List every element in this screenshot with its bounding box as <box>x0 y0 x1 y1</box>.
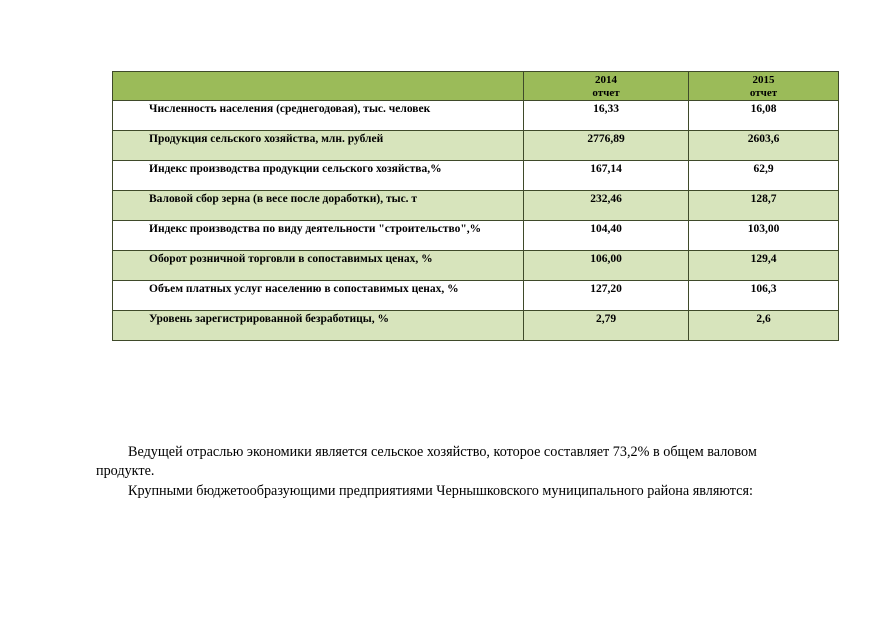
table-row <box>113 311 839 341</box>
table-row <box>113 281 839 311</box>
row-value-2014: 232,46 <box>524 191 689 221</box>
row-value-2015: 16,08 <box>689 101 839 131</box>
table-row <box>113 221 839 251</box>
row-value-2015: 2603,6 <box>689 131 839 161</box>
header-2015 <box>689 72 839 101</box>
table-header-row <box>113 72 839 101</box>
row-label: Продукция сельского хозяйства, млн. рублей <box>113 131 524 161</box>
row-label: Валовой сбор зерна (в весе после доработки), тыс. т <box>113 191 524 221</box>
row-value-2015: 103,00 <box>689 221 839 251</box>
table-row <box>113 161 839 191</box>
row-label: Объем платных услуг населению в сопоставимых ценах, % <box>113 281 524 311</box>
row-value-2014: 106,00 <box>524 251 689 281</box>
row-value-2014: 127,20 <box>524 281 689 311</box>
row-value-2014: 104,40 <box>524 221 689 251</box>
row-value-2015: 129,4 <box>689 251 839 281</box>
indicators-table <box>112 71 839 341</box>
header-indicator <box>113 72 524 101</box>
row-label: Индекс производства продукции сельского хозяйства,% <box>113 161 524 191</box>
row-value-2015: 62,9 <box>689 161 839 191</box>
paragraph-enterprises <box>96 482 796 501</box>
row-value-2015: 128,7 <box>689 191 839 221</box>
row-label: Уровень зарегистрированной безработицы, % <box>113 311 524 341</box>
row-label: Численность населения (среднегодовая), тыс. человек <box>113 101 524 131</box>
paragraph-agriculture <box>96 443 796 481</box>
paragraph-agriculture-text: Ведущей отраслью экономики является сельское хозяйство, которое составляет 73,2% в общем валовом продукте. <box>96 444 757 479</box>
header-2015-year: 2015 <box>752 74 775 86</box>
row-value-2014: 2,79 <box>524 311 689 341</box>
row-value-2014: 16,33 <box>524 101 689 131</box>
row-value-2014: 2776,89 <box>524 131 689 161</box>
table-row <box>113 191 839 221</box>
header-2014-sub: отчет <box>592 87 620 99</box>
header-2014-year: 2014 <box>595 74 617 86</box>
row-value-2014: 167,14 <box>524 161 689 191</box>
row-value-2015: 106,3 <box>689 281 839 311</box>
row-label: Оборот розничной торговли в сопоставимых ценах, % <box>113 251 524 281</box>
table-row <box>113 131 839 161</box>
header-2015-sub: отчет <box>749 87 778 99</box>
row-value-2015: 2,6 <box>689 311 839 341</box>
row-label: Индекс производства по виду деятельности "строительство",% <box>113 221 524 251</box>
table-row <box>113 251 839 281</box>
header-2014 <box>524 72 689 101</box>
paragraph-enterprises-text: Крупными бюджетообразующими предприятиями Чернышковского муниципального района являются: <box>128 483 753 499</box>
table-row <box>113 101 839 131</box>
